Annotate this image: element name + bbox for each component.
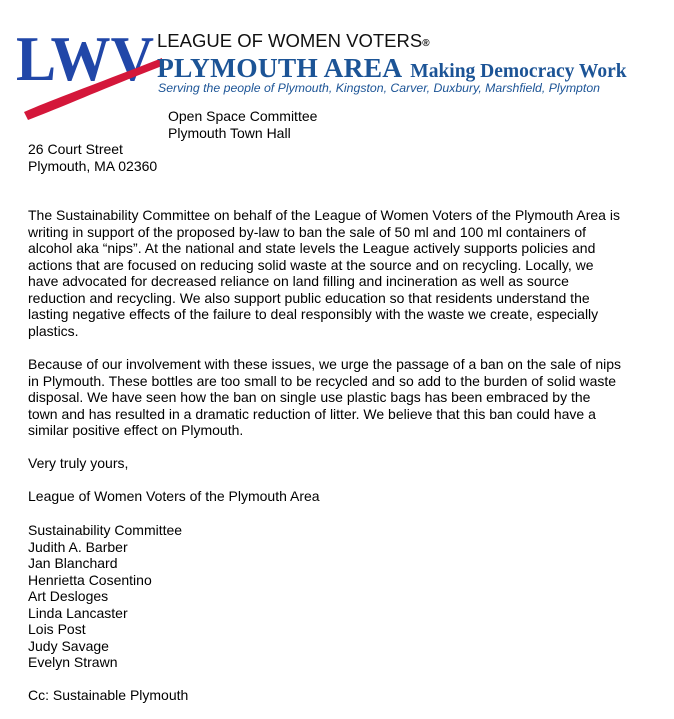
- paragraph-line: actions that are focused on reducing solid waste at the source and on recycling. Locally, we: [28, 256, 594, 273]
- paragraph-line: disposal. We have seen how the ban on single use plastic bags has been embraced by the: [28, 389, 591, 405]
- paragraph-line: alcohol aka “nips”. At the national and state levels the League actively supports policies and: [28, 240, 596, 256]
- recipient-street: 26 Court Street: [28, 141, 123, 157]
- paragraph-line: have advocated for decreased reliance on land filling and incineration as well as source: [28, 273, 569, 289]
- org-name: [157, 30, 430, 52]
- org-area-line: [157, 52, 627, 84]
- member-name: Judy Savage: [28, 637, 109, 654]
- paragraph-line: reduction and recycling. We also support public education so that residents understand the: [28, 289, 590, 306]
- letterhead: [0, 0, 674, 108]
- org-name-text: LEAGUE OF WOMEN VOTERS: [157, 30, 423, 51]
- member-name: Judith A. Barber: [28, 538, 128, 555]
- body-paragraph-2: [28, 356, 658, 439]
- member-name: Linda Lancaster: [28, 604, 128, 621]
- body-paragraph-1: [28, 207, 658, 339]
- motto: Making Democracy Work: [410, 61, 627, 82]
- paragraph-line: Because of our involvement with these issues, we urge the passage of a ban on the sale of nips: [28, 356, 622, 372]
- committee-name: Sustainability Committee: [28, 522, 183, 538]
- member-name: Art Desloges: [28, 588, 109, 604]
- signatories: [28, 522, 658, 671]
- member-name: Henrietta Cosentino: [28, 571, 152, 588]
- registered-mark: ®: [422, 38, 430, 49]
- member-name: Jan Blanchard: [28, 555, 118, 571]
- member-name: Evelyn Strawn: [28, 654, 118, 670]
- recipient-building: Plymouth Town Hall: [168, 124, 291, 141]
- salutation: Very truly yours,: [28, 455, 129, 471]
- tagline: Serving the people of Plymouth, Kingston, Carver, Duxbury, Marshfield, Plympton: [158, 81, 600, 95]
- paragraph-line: lasting negative effects of the failure to deal responsibly with the waste we create, especially: [28, 306, 599, 322]
- member-name: Lois Post: [28, 621, 86, 637]
- recipient-committee: Open Space Committee: [168, 108, 318, 124]
- paragraph-line: similar positive effect on Plymouth.: [28, 422, 244, 438]
- paragraph-line: The Sustainability Committee on behalf of the League of Women Voters of the Plymouth Area is: [28, 207, 620, 223]
- signing-organization: League of Women Voters of the Plymouth Area: [28, 488, 320, 504]
- recipient-city: Plymouth, MA 02360: [28, 157, 158, 174]
- lwv-logo-letters: LWV: [16, 24, 154, 94]
- lwv-logo: [16, 24, 164, 120]
- paragraph-line: town and has resulted in a dramatic reduction of litter. We believe that this ban could have a: [28, 405, 596, 422]
- recipient-block: [168, 108, 317, 141]
- paragraph-line: in Plymouth. These bottles are too small to be recycled and so add to the burden of solid waste: [28, 372, 617, 389]
- recipient-address: [28, 141, 157, 174]
- cc-line: Cc: Sustainable Plymouth: [28, 687, 189, 703]
- paragraph-line: plastics.: [28, 322, 79, 339]
- paragraph-line: writing in support of the proposed by-law to ban the sale of 50 ml and 100 ml containers of: [28, 223, 586, 240]
- area-name: PLYMOUTH AREA: [157, 52, 403, 83]
